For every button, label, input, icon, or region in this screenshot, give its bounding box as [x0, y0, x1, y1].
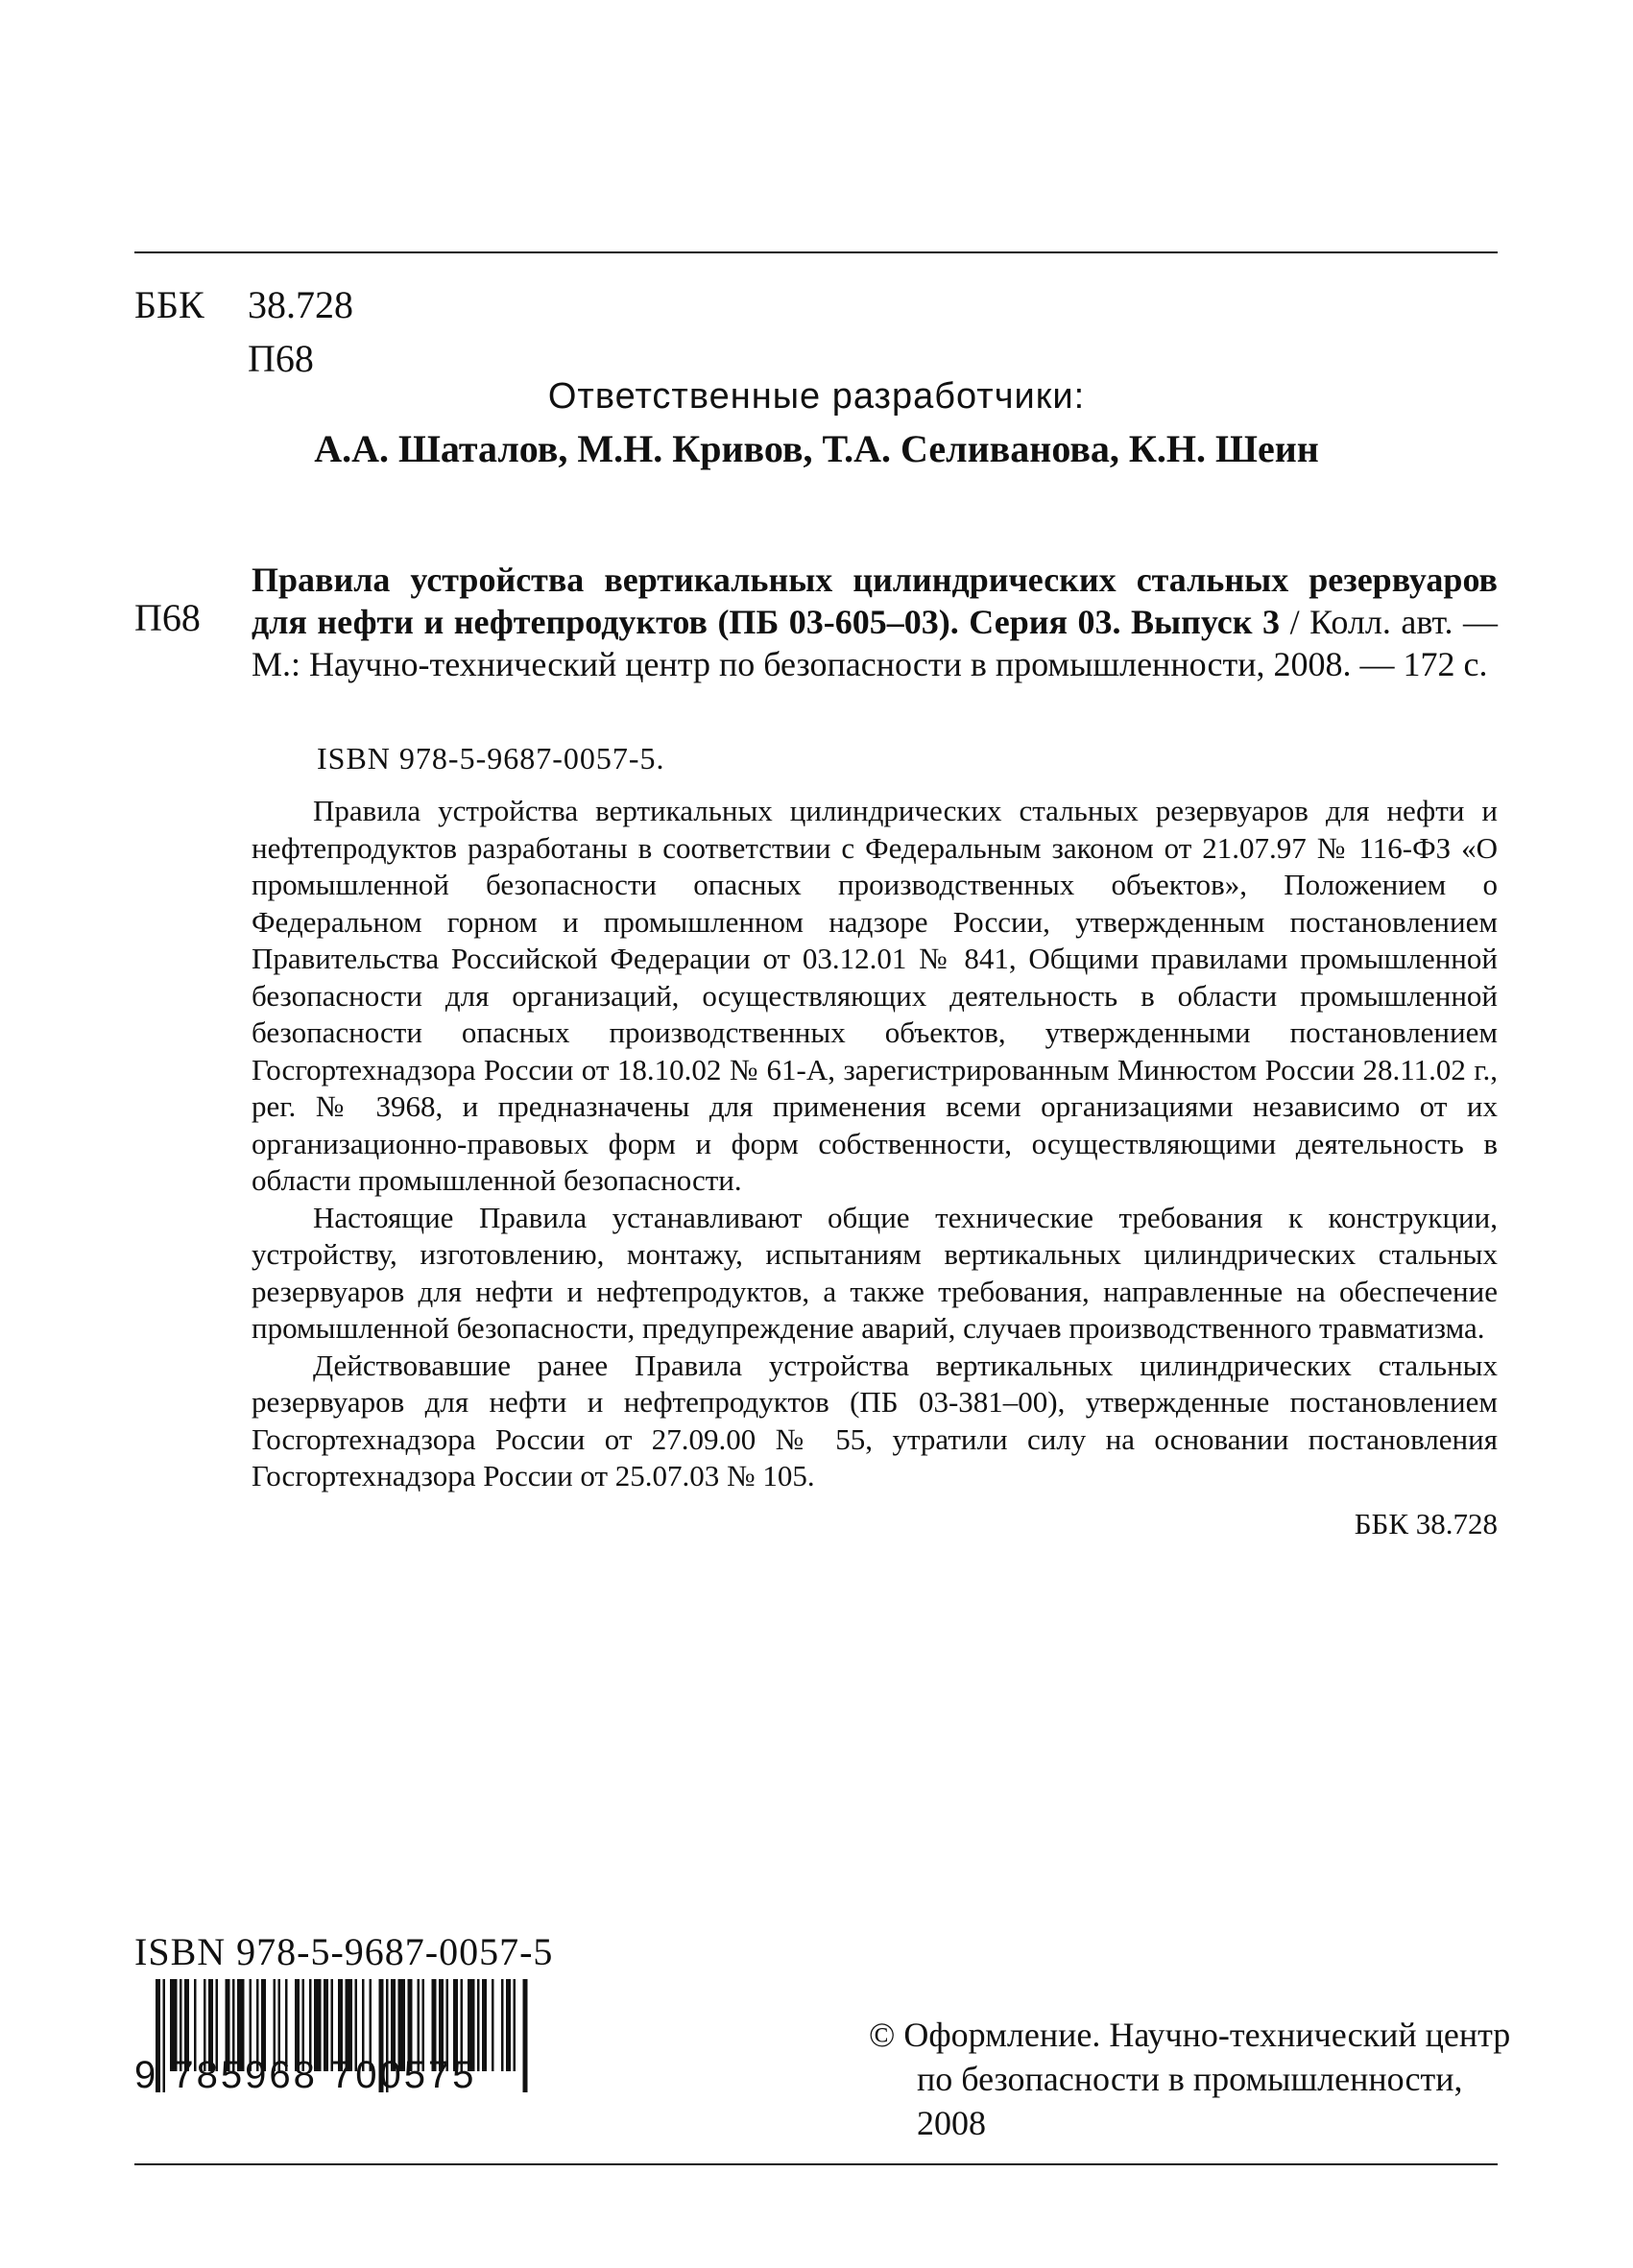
authors-heading: Ответственные разработчики: [547, 376, 1086, 417]
bbk-label: ББК [134, 283, 204, 326]
margin-author-mark: П68 [134, 596, 201, 639]
author-mark: П68 [248, 337, 314, 380]
copyright-line: 2008 [917, 2104, 986, 2142]
isbn-record: ISBN 978-5-9687-0057-5. [317, 741, 665, 776]
copyright-line: по безопасности в промышленности, [917, 2060, 1463, 2098]
copyright [869, 2013, 1510, 2145]
abstract-paragraph: Действовавшие ранее Правила устройства вертикальных цилиндрических стальных резервуаров для нефти и нефтепродуктов (ПБ 03-381–00), утвержденные постановлением Госгортехнадзора России от 27.09.00 № 55, утратили силу на основании постановления Госгортехнадзора России от 25.07.03 № 105. [252, 1348, 1498, 1492]
bibliographic-record [252, 559, 1498, 685]
authors-names: А.А. Шаталов, М.Н. Кривов, Т.А. Селиванова, К.Н. Шеин [314, 427, 1319, 470]
publication-info: / Колл. авт. — М.: Научно-технический центр по безопасности в промышленности, 2008. — 172 с. [252, 603, 1499, 683]
bottom-rule [134, 2163, 1498, 2165]
top-rule [134, 251, 1498, 253]
bbk-bottom: ББК 38.728 [1354, 1507, 1498, 1540]
copyright-line: © Оформление. Научно-технический центр [869, 2016, 1511, 2054]
bbk-block [134, 278, 353, 386]
book-title: Правила устройства вертикальных цилиндрических стальных резервуаров для нефти и нефтепродуктов (ПБ 03-605–03). Серия 03. Выпуск 3 [252, 561, 1498, 641]
abstract [252, 793, 1498, 1495]
abstract-paragraph: Правила устройства вертикальных цилиндрических стальных резервуаров для нефти и нефтепродуктов разработаны в соответствии с Федеральным законом от 21.07.97 № 116-ФЗ «О промышленной безопасности опасных производственных объектов», Положением о Федеральном горном и промышленном надзоре России, утвержденным постановлением Правительства Российской Федерации от 03.12.01 № 841, Общими правилами промышленной безопасности для организаций, осуществляющих деятельность в области промышленной безопасности опасных производственных объектов, утвержденными постановлением Госгортехнадзора России от 18.10.02 № 61-А, зарегистрированным Минюстом России 28.11.02 г., рег. № 3968, и предназначены для применения всеми организациями независимо от их организационно-правовых форм и форм собственности, осуществляющими деятельность в области промышленной безопасности. [252, 794, 1498, 1197]
barcode-isbn: ISBN 978-5-9687-0057-5 [134, 1930, 554, 1973]
barcode-digits: 9 785968 700575 [134, 2054, 477, 2096]
bbk-code: 38.728 [248, 283, 353, 326]
abstract-paragraph: Настоящие Правила устанавливают общие технические требования к конструкции, устройству, изготовлению, монтажу, испытаниям вертикальных цилиндрических стальных резервуаров для нефти и нефтепродуктов, а также требования, направленные на обеспечение промышленной безопасности, предупреждение аварий, случаев производственного травматизма. [252, 1200, 1498, 1345]
